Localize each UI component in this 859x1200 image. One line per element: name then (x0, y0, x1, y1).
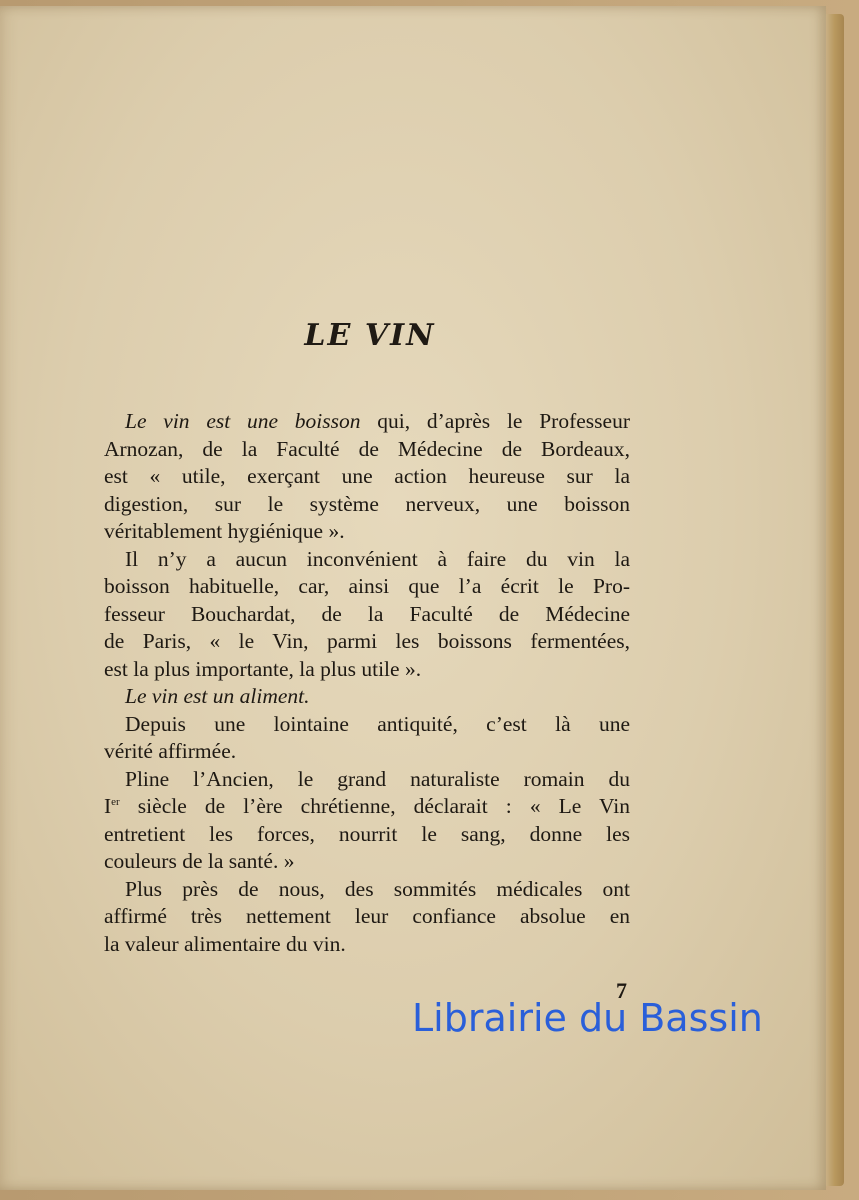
paragraph-1 (104, 408, 630, 546)
text-line: est la plus importante, la plus utile ». (104, 656, 422, 681)
watermark-text: Librairie du Bassin (412, 996, 763, 1040)
text-line: Arnozan, de la Faculté de Médecine de Bordeaux, (104, 436, 630, 461)
text-line: la valeur alimentaire du vin. (104, 931, 346, 956)
text-span: siècle de l’ère chrétienne, déclarait : « Le Vin (119, 794, 630, 818)
text-line (104, 793, 630, 821)
text-line: boisson habituelle, car, ainsi que l’a écrit le Pro- (104, 574, 630, 598)
paragraph-2 (104, 546, 630, 684)
chapter-title: LE VIN (304, 318, 436, 353)
text-line: digestion, sur le système nerveux, une boisson (104, 491, 630, 516)
text-line (104, 408, 630, 436)
italic-phrase: Le vin est une boisson (125, 409, 361, 433)
text-span: qui, d’après le Professeur (360, 409, 630, 433)
paragraph-3 (104, 683, 630, 711)
paragraph-5 (104, 766, 630, 876)
paragraph-6 (104, 876, 630, 959)
body-text (104, 408, 630, 958)
page-number: 7 (616, 978, 627, 1003)
roman-numeral: I (104, 794, 112, 818)
text-line: Le vin est un aliment. (125, 684, 310, 708)
text-line: couleurs de la santé. » (104, 849, 295, 873)
text-line: est « utile, exerçant une action heureuse sur la (104, 464, 630, 488)
text-line: Il n’y a aucun inconvénient à faire du vin la (125, 546, 630, 571)
text-line: de Paris, « le Vin, parmi les boissons fermentées, (104, 629, 630, 653)
text-line: affirmé très nettement leur confiance absolue en (104, 904, 630, 928)
text-line: Plus près de nous, des sommités médicales ont (125, 876, 630, 901)
text-line: Pline l’Ancien, le grand naturaliste romain du (125, 766, 630, 791)
text-line: entretient les forces, nourrit le sang, donne les (104, 821, 630, 846)
paragraph-4 (104, 711, 630, 766)
text-line: fesseur Bouchardat, de la Faculté de Médecine (104, 601, 630, 626)
ordinal-suffix: er (111, 796, 120, 808)
text-line: vérité affirmée. (104, 739, 237, 763)
text-line: Depuis une lointaine antiquité, c’est là une (125, 711, 630, 736)
text-line: véritablement hygiénique ». (104, 519, 345, 543)
